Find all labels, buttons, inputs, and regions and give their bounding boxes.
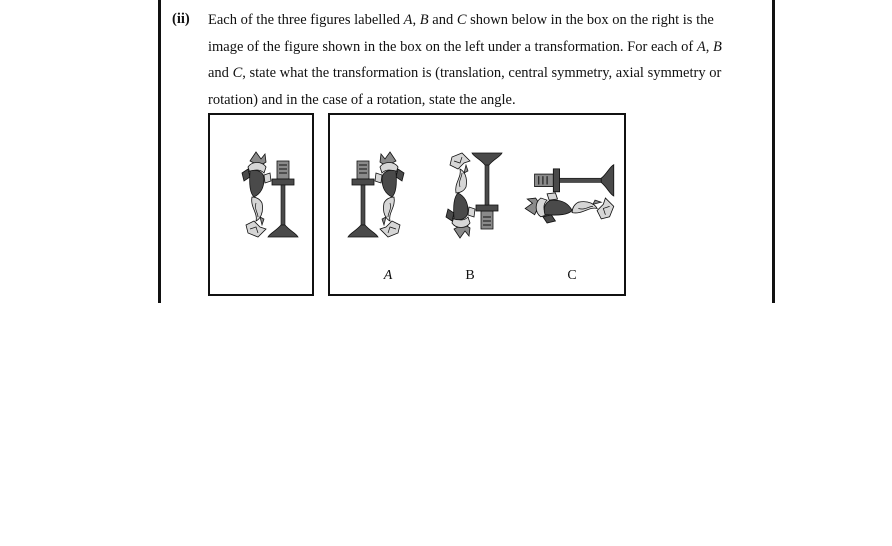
part-label: (ii) xyxy=(172,11,190,27)
right-margin-bar xyxy=(772,0,775,303)
figure-c-icon xyxy=(520,161,620,233)
label-b: B xyxy=(465,268,475,283)
question-line-2: image of the figure shown in the box on the left under a transformation. For each of A, B xyxy=(208,38,722,55)
question-line-3: and C, state what the transformation is (translation, central symmetry, axial symmetry or xyxy=(208,65,722,81)
figure-b-icon xyxy=(438,147,504,243)
question-text xyxy=(208,7,763,113)
original-figure-box xyxy=(208,113,314,296)
question-line-1: Each of the three figures labelled A, B and C shown below in the box on the right is the xyxy=(208,12,714,28)
label-c: C xyxy=(567,268,577,283)
question-line-4: rotation) and in the case of a rotation, state the angle. xyxy=(208,91,516,108)
figure-with-lamp-icon xyxy=(234,147,300,243)
label-a: A xyxy=(383,268,393,283)
left-margin-bar xyxy=(158,0,161,303)
figure-a-icon xyxy=(346,147,412,243)
